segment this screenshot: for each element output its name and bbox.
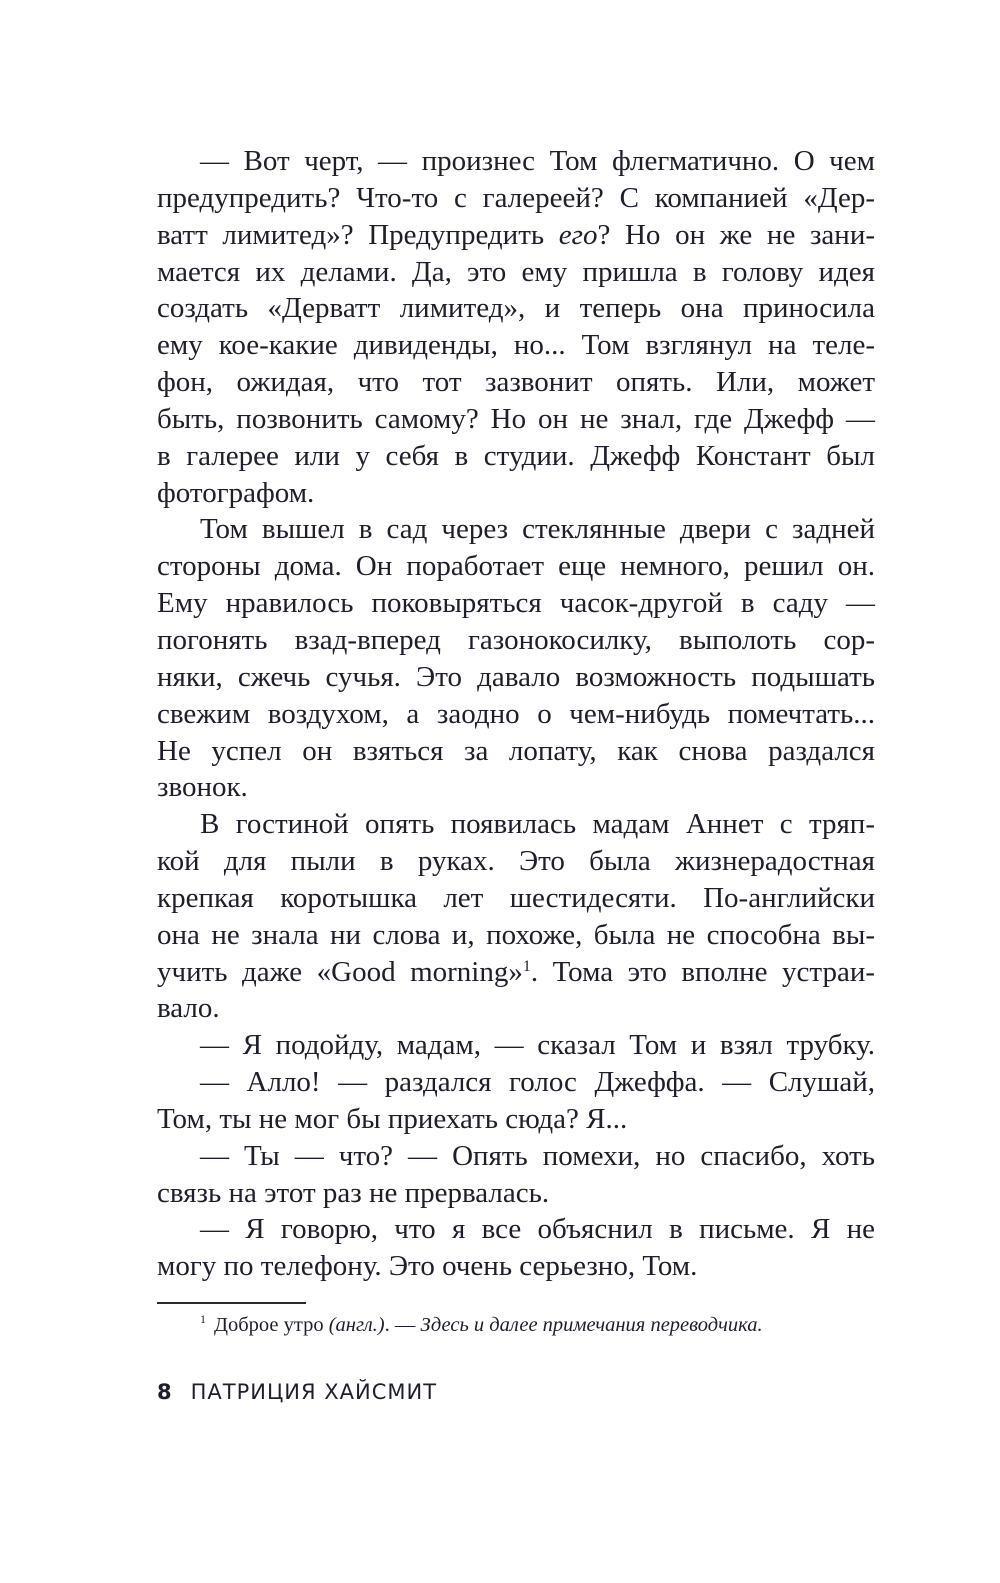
footnote-italic: (англ.) — [328, 1314, 385, 1336]
text-line — [157, 548, 875, 585]
text-line — [157, 769, 875, 806]
page-number: 8 — [157, 1380, 173, 1404]
text-line — [157, 917, 875, 954]
text-line — [157, 880, 875, 917]
running-title: ПАТРИЦИЯ ХАЙСМИТ — [190, 1380, 438, 1404]
text-span: — Я подойду, мадам, — сказал Том и взял трубку. — [200, 1029, 875, 1062]
text-line — [157, 254, 875, 291]
text-line — [157, 1248, 875, 1285]
text-span: крепкая коротышка лет шестидесяти. По-английски — [157, 881, 875, 914]
text-span: в галерее или у себя в студии. Джефф Констант был — [157, 439, 875, 472]
footnote-marker: 1 — [200, 1312, 206, 1326]
text-span: ему кое-какие дивиденды, но... Том взглянул на теле- — [157, 329, 875, 362]
text-line — [157, 1064, 875, 1101]
text-span: погонять взад-вперед газонокосилку, выполоть сор- — [157, 623, 875, 656]
text-span: ? Но он же не зани- — [597, 218, 875, 251]
text-span: мается их делами. Да, это ему пришла в голову идея — [157, 255, 875, 288]
text-span: могу по телефону. Это очень серьезно, Том. — [157, 1250, 698, 1283]
text-line — [157, 696, 875, 733]
text-line — [157, 143, 875, 180]
text-span: стороны дома. Он поработает еще немного, решил он. — [157, 550, 875, 583]
text-span: свежим воздухом, а заодно о чем-нибудь помечтать... — [157, 697, 875, 730]
text-line — [157, 1175, 875, 1212]
text-span: няки, сжечь сучья. Это давало возможность подышать — [157, 660, 875, 693]
text-line — [157, 511, 875, 548]
text-span: вало. — [157, 992, 220, 1025]
text-span: она не знала ни слова и, похоже, была не способна вы- — [157, 918, 875, 951]
text-span: — Алло! — раздался голос Джеффа. — Слушай, — [200, 1066, 875, 1099]
text-span: — Вот черт, — произнес Том флегматично. О чем — [200, 145, 875, 177]
text-line — [157, 364, 875, 401]
text-line — [157, 327, 875, 364]
text-line — [157, 659, 875, 696]
text-span: связь на этот раз не прервалась. — [157, 1176, 550, 1209]
text-span: учить даже «Good morning» — [157, 955, 523, 988]
footnote-italic: Здесь и далее примечания переводчика. — [420, 1314, 763, 1336]
text-line — [157, 954, 875, 991]
footnote-divider — [157, 1302, 306, 1304]
text-span: Том вышел в сад через стеклянные двери с задней — [200, 513, 875, 546]
text-span: Не успел он взяться за лопату, как снова раздался — [157, 734, 875, 767]
text-span: создать «Дерватт лимитед», и теперь она приносила — [157, 292, 875, 325]
text-span: его — [558, 218, 598, 251]
text-line — [157, 622, 875, 659]
body-text — [157, 143, 875, 1285]
text-span: быть, позвонить самому? Но он не знал, где Джефф — — [157, 402, 875, 435]
text-span: фон, ожидая, что тот зазвонит опять. Или, может — [157, 366, 875, 399]
footnote-text: . — — [384, 1314, 421, 1336]
text-span: Том, ты не мог бы приехать сюда? Я... — [157, 1102, 628, 1135]
text-line — [157, 733, 875, 770]
text-line — [157, 217, 875, 254]
text-line — [157, 1211, 875, 1248]
text-line — [157, 290, 875, 327]
text-span: . Тома это вполне устраи- — [530, 955, 876, 988]
footnote-reference: 1 — [522, 957, 531, 975]
text-line — [157, 438, 875, 475]
text-line — [157, 843, 875, 880]
footnote-text: Доброе утро — [214, 1314, 329, 1336]
text-span: предупредить? Что-то с галереей? С компанией «Дер- — [157, 181, 875, 214]
text-span: звонок. — [157, 771, 248, 804]
text-line — [157, 1027, 875, 1064]
text-span: ватт лимитед»? Предупредить — [157, 218, 559, 251]
text-line — [157, 1101, 875, 1138]
text-line — [157, 475, 875, 512]
text-span: — Ты — что? — Опять помехи, но спасибо, хоть — [200, 1139, 875, 1172]
text-line — [157, 585, 875, 622]
text-line — [157, 401, 875, 438]
footnote — [200, 1314, 763, 1337]
text-span: кой для пыли в руках. Это была жизнерадостная — [157, 845, 875, 878]
text-span: фотографом. — [157, 476, 315, 509]
running-footer — [157, 1380, 437, 1404]
text-span: В гостиной опять появилась мадам Аннет с тряп- — [200, 808, 875, 841]
text-line — [157, 180, 875, 217]
text-span: — Я говорю, что я все объяснил в письме. Я не — [200, 1213, 875, 1246]
text-line — [157, 990, 875, 1027]
text-span: Ему нравилось поковыряться часок-другой в саду — — [157, 587, 875, 620]
text-line — [157, 806, 875, 843]
text-line — [157, 1138, 875, 1175]
